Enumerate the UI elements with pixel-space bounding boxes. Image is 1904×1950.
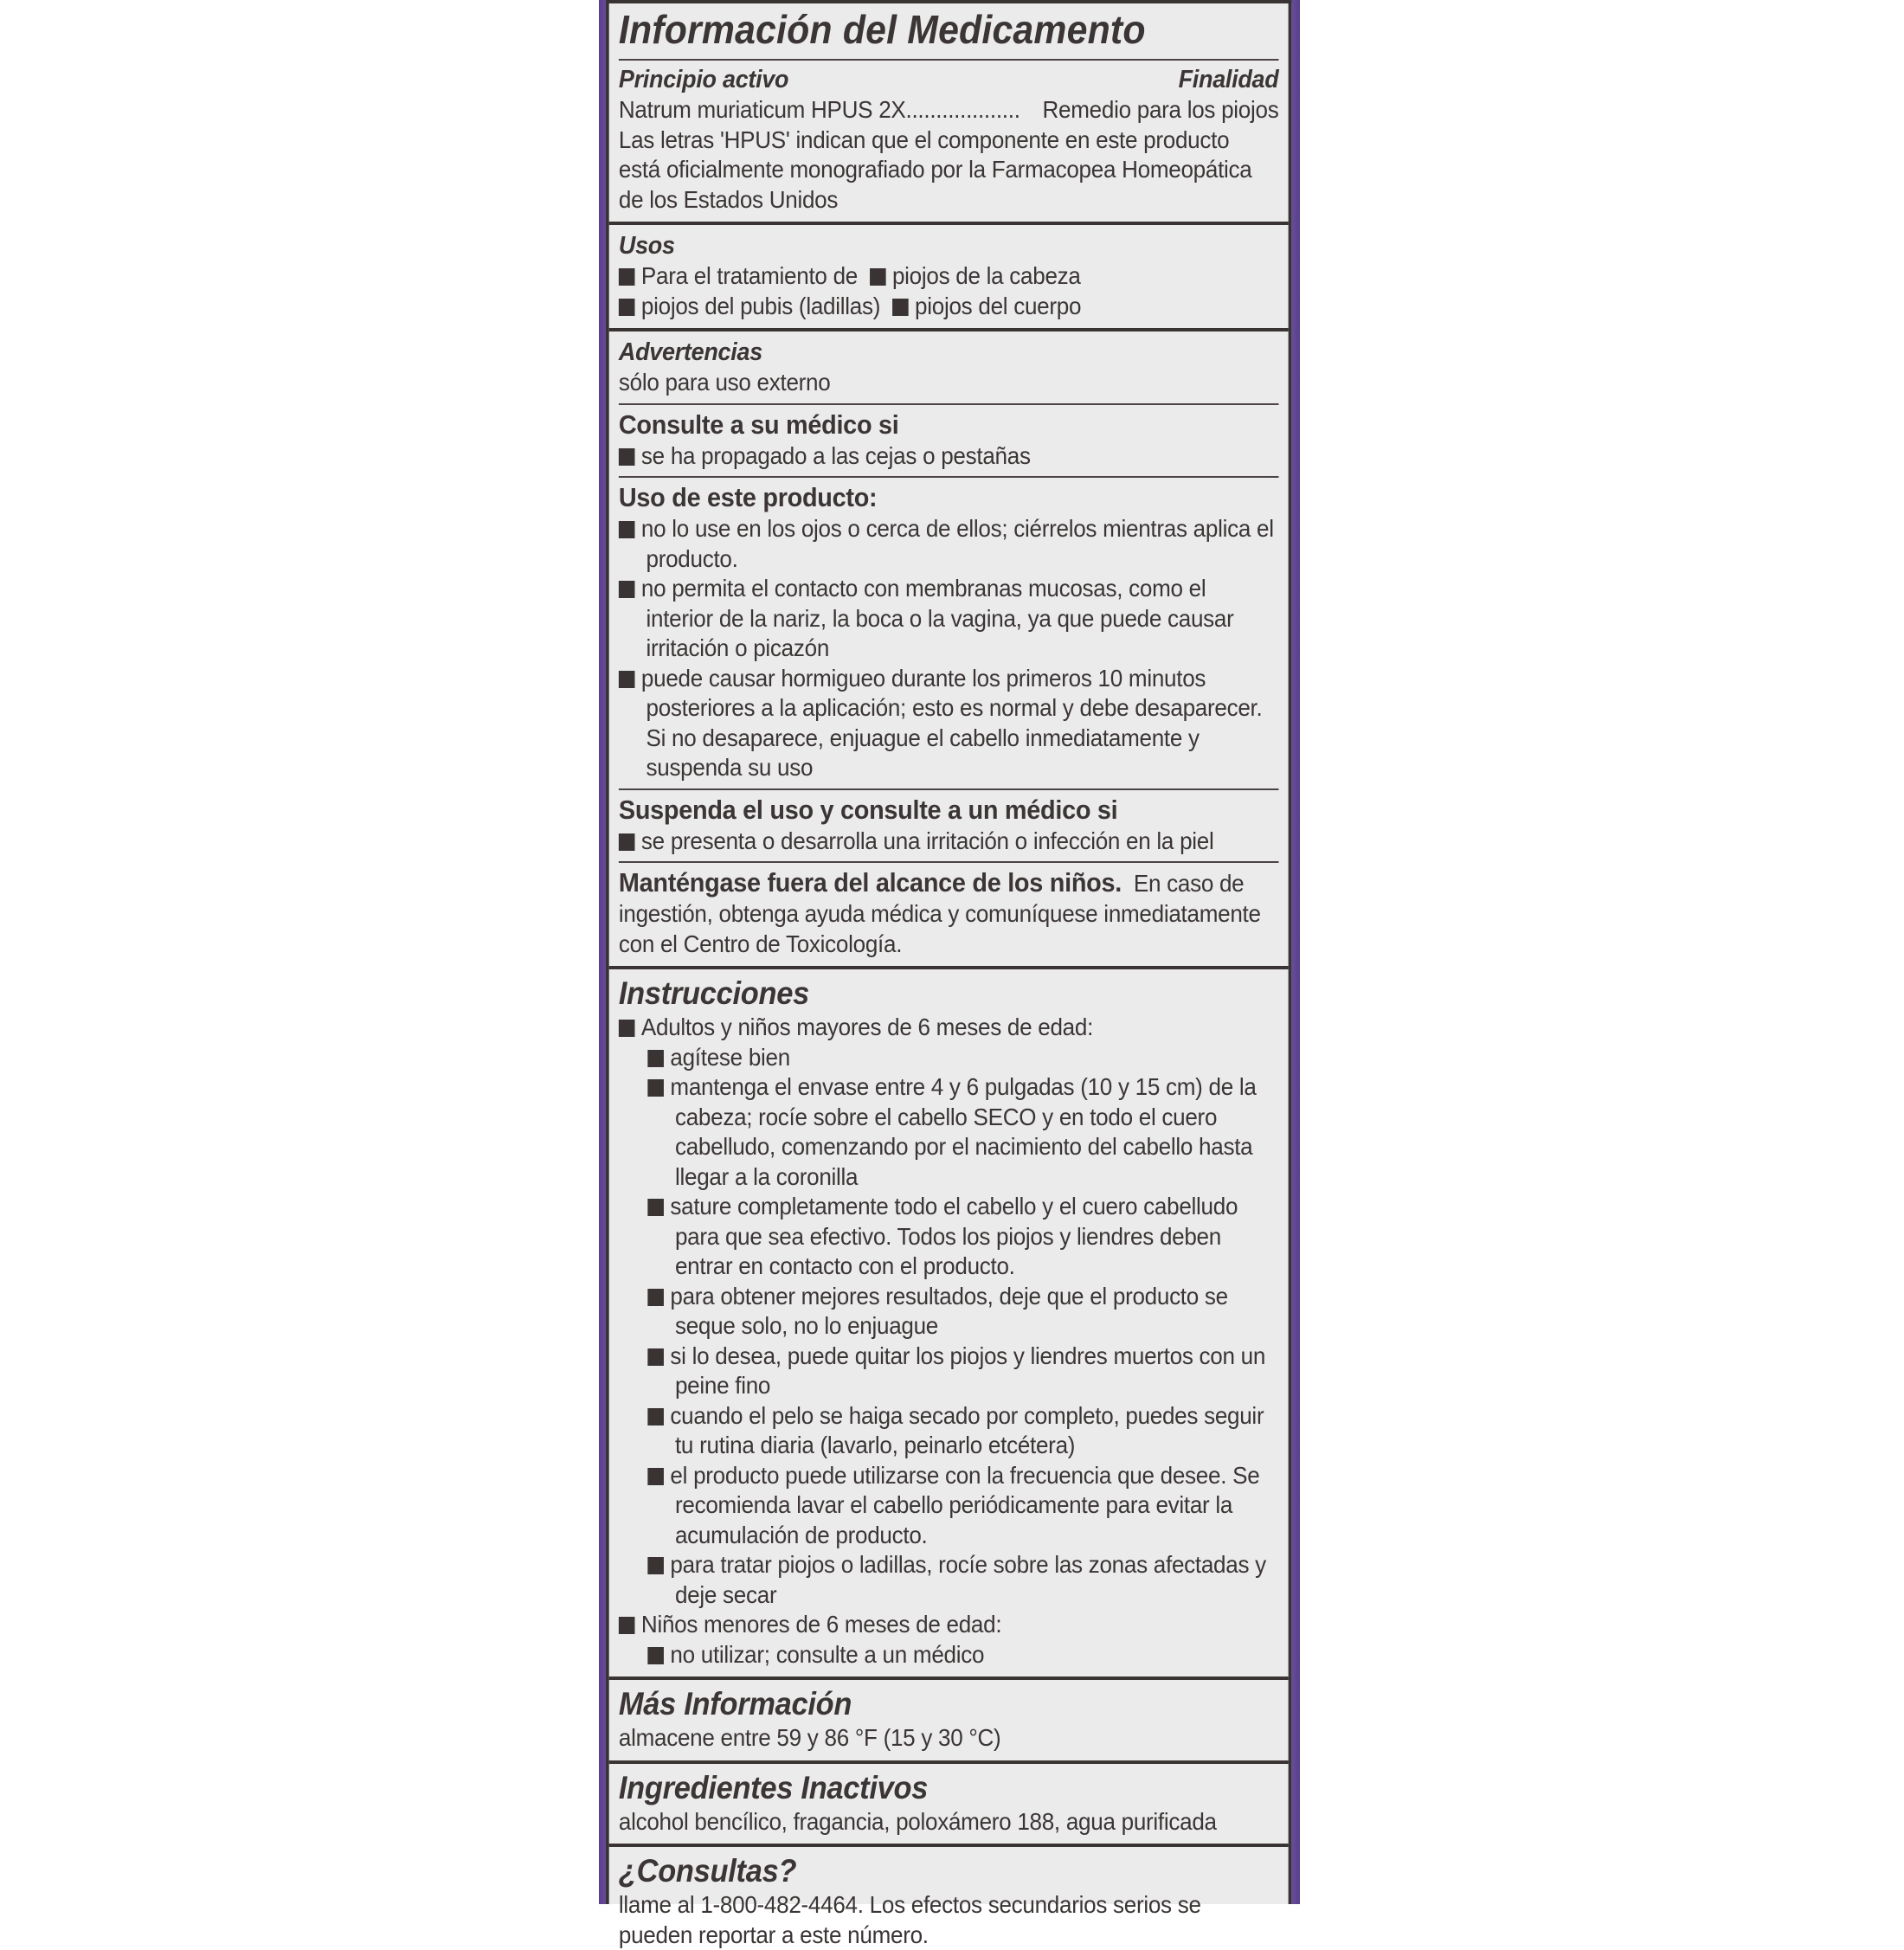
direction-item: sature completamente todo el cabello y el cuero cabelludo para que sea efectivo. Todos los piojos y liendres deben entrar en contacto con el producto. bbox=[619, 1192, 1279, 1282]
purpose-heading: Finalidad bbox=[1178, 66, 1279, 93]
ingredient-name: Natrum muriaticum HPUS 2X bbox=[618, 96, 906, 123]
uses-section bbox=[619, 230, 1279, 321]
use-item: no permita el contacto con membranas mucosas, como el interior de la nariz, la boca o la vagina, ya que puede causar irritación o picazón bbox=[619, 574, 1279, 664]
children-label: Niños menores de 6 meses de edad: bbox=[619, 1610, 1279, 1640]
square-bullet-icon bbox=[647, 1199, 664, 1216]
direction-item: si lo desea, puede quitar los piojos y liendres muertos con un peine fino bbox=[619, 1342, 1279, 1401]
directions-section bbox=[619, 975, 1279, 1670]
directions-heading: Instrucciones bbox=[618, 975, 809, 1011]
inactive-heading: Ingredientes Inactivos bbox=[618, 1769, 929, 1805]
square-bullet-icon bbox=[647, 1079, 664, 1097]
hpus-note: Las letras 'HPUS' indican que el componente en este producto está oficialmente monografiado por la Farmacopea Homeopática de los Estados Unidos bbox=[618, 125, 1252, 213]
warnings-section bbox=[619, 337, 1279, 959]
direction-item: para obtener mejores resultados, deje que el producto se seque solo, no lo enjuague bbox=[619, 1282, 1279, 1342]
keep-away-heading: Manténgase fuera del alcance de los niños. bbox=[618, 867, 1122, 898]
uses-item: Para el tratamiento de bbox=[640, 262, 858, 289]
square-bullet-icon bbox=[619, 1020, 635, 1037]
consult-item: se ha propagado a las cejas o pestañas bbox=[619, 441, 1279, 472]
uses-heading: Usos bbox=[618, 232, 675, 260]
section-divider bbox=[609, 1676, 1289, 1680]
square-bullet-icon bbox=[892, 299, 909, 316]
square-bullet-icon bbox=[619, 833, 635, 851]
other-info-section bbox=[619, 1685, 1279, 1754]
square-bullet-icon bbox=[647, 1408, 664, 1425]
section-divider bbox=[609, 1844, 1289, 1847]
section-divider bbox=[609, 222, 1289, 225]
square-bullet-icon bbox=[619, 299, 635, 316]
stop-use-item: se presenta o desarrolla una irritación o infección en la piel bbox=[619, 827, 1279, 857]
uses-item: piojos del pubis (ladillas) bbox=[640, 292, 881, 319]
questions-heading: ¿Consultas? bbox=[618, 1853, 797, 1889]
questions-text: llame al 1-800-482-4464. Los efectos secundarios serios se pueden reportar a este número. bbox=[618, 1891, 1201, 1948]
square-bullet-icon bbox=[647, 1348, 664, 1366]
questions-section bbox=[619, 1852, 1279, 1950]
uses-item: piojos del cuerpo bbox=[915, 292, 1082, 319]
divider bbox=[619, 403, 1279, 405]
square-bullet-icon bbox=[647, 1557, 664, 1574]
divider bbox=[619, 788, 1279, 790]
use-item: puede causar hormigueo durante los primeros 10 minutos posteriores a la aplicación; esto es normal y debe desaparecer. Si no desaparece, enjuague el cabello inmediatamente y suspenda su uso bbox=[619, 664, 1279, 783]
square-bullet-icon bbox=[647, 1468, 664, 1485]
stop-use-heading: Suspenda el uso y consulte a un médico si bbox=[618, 794, 1118, 825]
use-item: no lo use en los ojos o cerca de ellos; ciérrelos mientras aplica el producto. bbox=[619, 514, 1279, 574]
square-bullet-icon bbox=[619, 448, 635, 466]
divider bbox=[619, 476, 1279, 478]
section-divider bbox=[609, 328, 1289, 331]
square-bullet-icon bbox=[619, 268, 635, 286]
square-bullet-icon bbox=[647, 1289, 664, 1306]
active-heading: Principio activo bbox=[618, 66, 789, 93]
warnings-heading: Advertencias bbox=[618, 338, 762, 366]
external-use-text: sólo para uso externo bbox=[618, 369, 831, 396]
divider bbox=[619, 861, 1279, 863]
ingredient-row bbox=[619, 95, 1279, 125]
adults-label: Adultos y niños mayores de 6 meses de edad: bbox=[619, 1013, 1279, 1043]
section-divider bbox=[609, 966, 1289, 969]
square-bullet-icon bbox=[647, 1647, 664, 1664]
square-bullet-icon bbox=[619, 1617, 635, 1634]
storage-text: almacene entre 59 y 86 °F (15 y 30 °C) bbox=[618, 1724, 1001, 1751]
divider bbox=[619, 59, 1279, 61]
inactive-ingredients-section bbox=[619, 1769, 1279, 1837]
keep-away-text: En caso de ingestión, obtenga ayuda médica y comuníquese inmediatamente con el Centro de Toxicología. bbox=[618, 870, 1261, 957]
direction-item: agítese bien bbox=[619, 1043, 1279, 1073]
other-info-heading: Más Información bbox=[618, 1686, 852, 1722]
uses-item: piojos de la cabeza bbox=[891, 262, 1081, 289]
product-use-heading: Uso de este producto: bbox=[618, 482, 878, 512]
inactive-list: alcohol bencílico, fragancia, poloxámero 188, agua purificada bbox=[618, 1807, 1217, 1835]
section-divider bbox=[609, 1760, 1289, 1764]
square-bullet-icon bbox=[619, 671, 635, 688]
square-bullet-icon bbox=[619, 521, 635, 538]
direction-item: mantenga el envase entre 4 y 6 pulgadas (10 y 15 cm) de la cabeza; rocíe sobre el cabello SECO y en todo el cuero cabelludo, comenzando por el nacimiento del cabello hasta llegar a la coronilla bbox=[619, 1072, 1279, 1192]
ingredient-purpose: Remedio para los piojos bbox=[1042, 96, 1279, 123]
drug-facts-label bbox=[606, 0, 1291, 1948]
consult-heading: Consulte a su médico si bbox=[618, 409, 899, 440]
square-bullet-icon bbox=[619, 581, 635, 598]
square-bullet-icon bbox=[647, 1050, 664, 1067]
dot-leader: ................... bbox=[905, 96, 1020, 123]
direction-item: no utilizar; consulte a un médico bbox=[619, 1640, 1279, 1670]
direction-item: cuando el pelo se haiga secado por completo, puedes seguir tu rutina diaria (lavarlo, peinarlo etcétera) bbox=[619, 1401, 1279, 1461]
active-ingredient-section bbox=[619, 64, 1279, 215]
direction-item: el producto puede utilizarse con la frecuencia que desee. Se recomienda lavar el cabello periódicamente para evitar la acumulación de producto. bbox=[619, 1461, 1279, 1551]
keep-away-children bbox=[619, 866, 1279, 959]
square-bullet-icon bbox=[870, 268, 886, 286]
direction-item: para tratar piojos o ladillas, rocíe sobre las zonas afectadas y deje secar bbox=[619, 1550, 1279, 1610]
label-title: Información del Medicamento bbox=[618, 7, 1146, 52]
